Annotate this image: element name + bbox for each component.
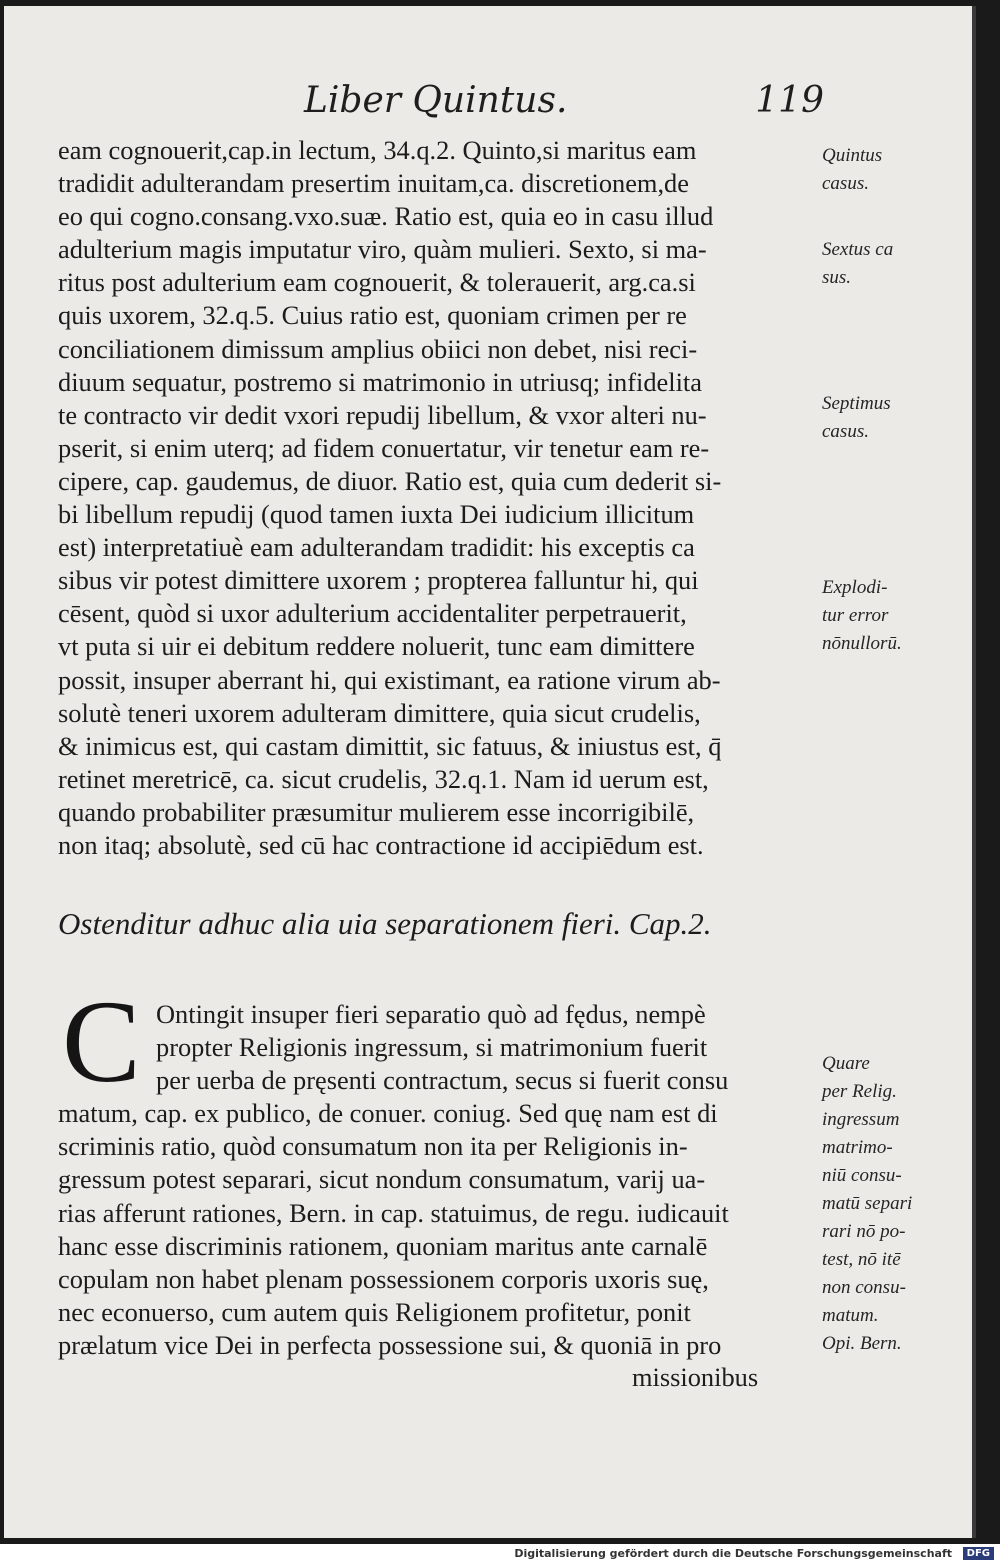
text-line: & inimicus est, qui castam dimittit, sic fatuus, & iniustus est, q̄ [58,730,722,761]
text-line: gressum potest separari, sicut nondum consumatum, varij ua- [58,1164,706,1195]
text-line: copulam non habet plenam possessionem corporis uxoris suę, [58,1263,709,1294]
marginal-note-line: Explodi- [822,577,888,598]
marginal-note-line: Septimus [822,393,891,414]
text-line: bi libellum repudij (quod tamen iuxta Dei iudicium illicitum [58,499,695,530]
text-line: te contracto vir dedit vxori repudij libellum, & vxor alteri nu- [58,399,707,430]
text-line: propter Religionis ingressum, si matrimonium fuerit [156,1032,708,1063]
text-line: retinet meretricē, ca. sicut crudelis, 32.q.1. Nam id uerum est, [58,763,709,794]
marginal-note-line: non consu- [822,1277,906,1298]
text-line: diuum sequatur, postremo si matrimonio in utriusq; infidelita [58,366,702,397]
running-head [304,80,824,130]
text-line: hanc esse discriminis rationem, quoniam maritus ante carnalē [58,1230,708,1261]
marginal-note-line: per Relig. [822,1081,897,1102]
text-line: quis uxorem, 32.q.5. Cuius ratio est, quoniam crimen per re [58,300,687,331]
text-line: eo qui cogno.consang.vxo.suæ. Ratio est, quia eo in casu illud [58,201,714,232]
catchword: missionibus [632,1362,759,1392]
text-line: sibus vir potest dimittere uxorem ; propterea falluntur hi, qui [58,565,699,596]
text-line: rias afferunt rationes, Bern. in cap. statuimus, de regu. iudicauit [58,1197,729,1228]
chapter-heading: Ostenditur adhuc alia uia separationem fieri. Cap.2. [58,906,712,941]
text-line: adulterium magis imputatur viro, quàm mulieri. Sexto, si ma- [58,234,707,265]
text-line: tradidit adulterandam presertim inuitam,ca. discretionem,de [58,168,689,199]
text-line: per uerba de pręsenti contractum, secus si fuerit consu [156,1065,729,1096]
text-line: cēsent, quòd si uxor adulterium accidentaliter perpetrauerit, [58,598,687,629]
drop-cap: C [62,976,141,1107]
text-line: quando probabiliter præsumitur mulierem esse incorrigibilē, [58,796,695,827]
marginal-note [822,574,968,658]
marginal-note-line: casus. [822,421,869,442]
main-text-block [58,134,812,862]
text-line: Ontingit insuper fieri separatio quò ad fędus, nempè [156,999,706,1029]
marginal-note [822,390,968,446]
text-line: est) interpretatiuè eam adulterandam tradidit: his exceptis ca [58,532,695,563]
text-line: vt puta si uir ei debitum reddere noluerit, tunc eam dimittere [58,631,695,662]
marginal-note-line: niū consu- [822,1165,902,1186]
marginal-note-line: nōnullorū. [822,633,902,654]
text-line: conciliationem dimissum amplius obiici non debet, nisi reci- [58,333,698,364]
text-line: non itaq; absolutè, sed cū hac contractione id accipiēdum est. [58,829,704,860]
page-number: 119 [755,80,824,121]
text-line: matum, cap. ex publico, de conuer. coniug. Sed quę nam est di [58,1098,718,1129]
marginal-note-line: Opi. Bern. [822,1333,902,1354]
marginal-note-line: sus. [822,267,852,288]
text-line: cipere, cap. gaudemus, de diuor. Ratio est, quia cum dederit si- [58,465,722,496]
text-line: prælatum vice Dei in perfecta possessione sui, & quoniā in pro [58,1329,722,1360]
dfg-logo: DFG [963,1547,994,1560]
funding-notice: Digitalisierung gefördert durch die Deutsche Forschungsgemeinschaft [514,1547,952,1560]
text-line: nec econuerso, cum autem quis Religionem profitetur, ponit [58,1296,691,1327]
marginal-note-line: ingressum [822,1109,900,1130]
marginal-note-line: test, nō itē [822,1249,901,1270]
text-line: scriminis ratio, quòd consumatum non ita per Religionis in- [58,1131,688,1162]
marginal-note [822,142,968,198]
marginal-note [822,236,968,292]
marginal-note-line: matum. [822,1305,879,1326]
text-line: possit, insuper aberrant hi, qui existimant, ea ratione virum ab- [58,664,721,695]
text-line: ritus post adulterium eam cognouerit, & tolerauerit, arg.ca.si [58,267,696,298]
marginal-note-line: matrimo- [822,1137,893,1158]
marginal-note-line: Sextus ca [822,239,894,260]
marginal-note [822,1050,968,1358]
text-line: solutè teneri uxorem adulteram dimittere, quia sicut crudelis, [58,697,701,728]
marginal-note-line: Quintus [822,145,883,166]
footer-bar [0,1544,1000,1566]
marginal-note-line: rari nō po- [822,1221,906,1242]
marginal-note-line: matū separi [822,1193,913,1214]
marginal-note-line: casus. [822,173,869,194]
marginal-note-line: Quare [822,1053,870,1074]
text-line: pserit, si enim uterq; ad fidem conuertatur, vir tenetur eam re- [58,432,710,463]
chapter-text-block [58,998,818,1362]
running-title: Liber Quintus. [304,80,568,121]
text-line: eam cognouerit,cap.in lectum, 34.q.2. Quinto,si maritus eam [58,135,697,165]
marginal-note-line: tur error [822,605,889,626]
